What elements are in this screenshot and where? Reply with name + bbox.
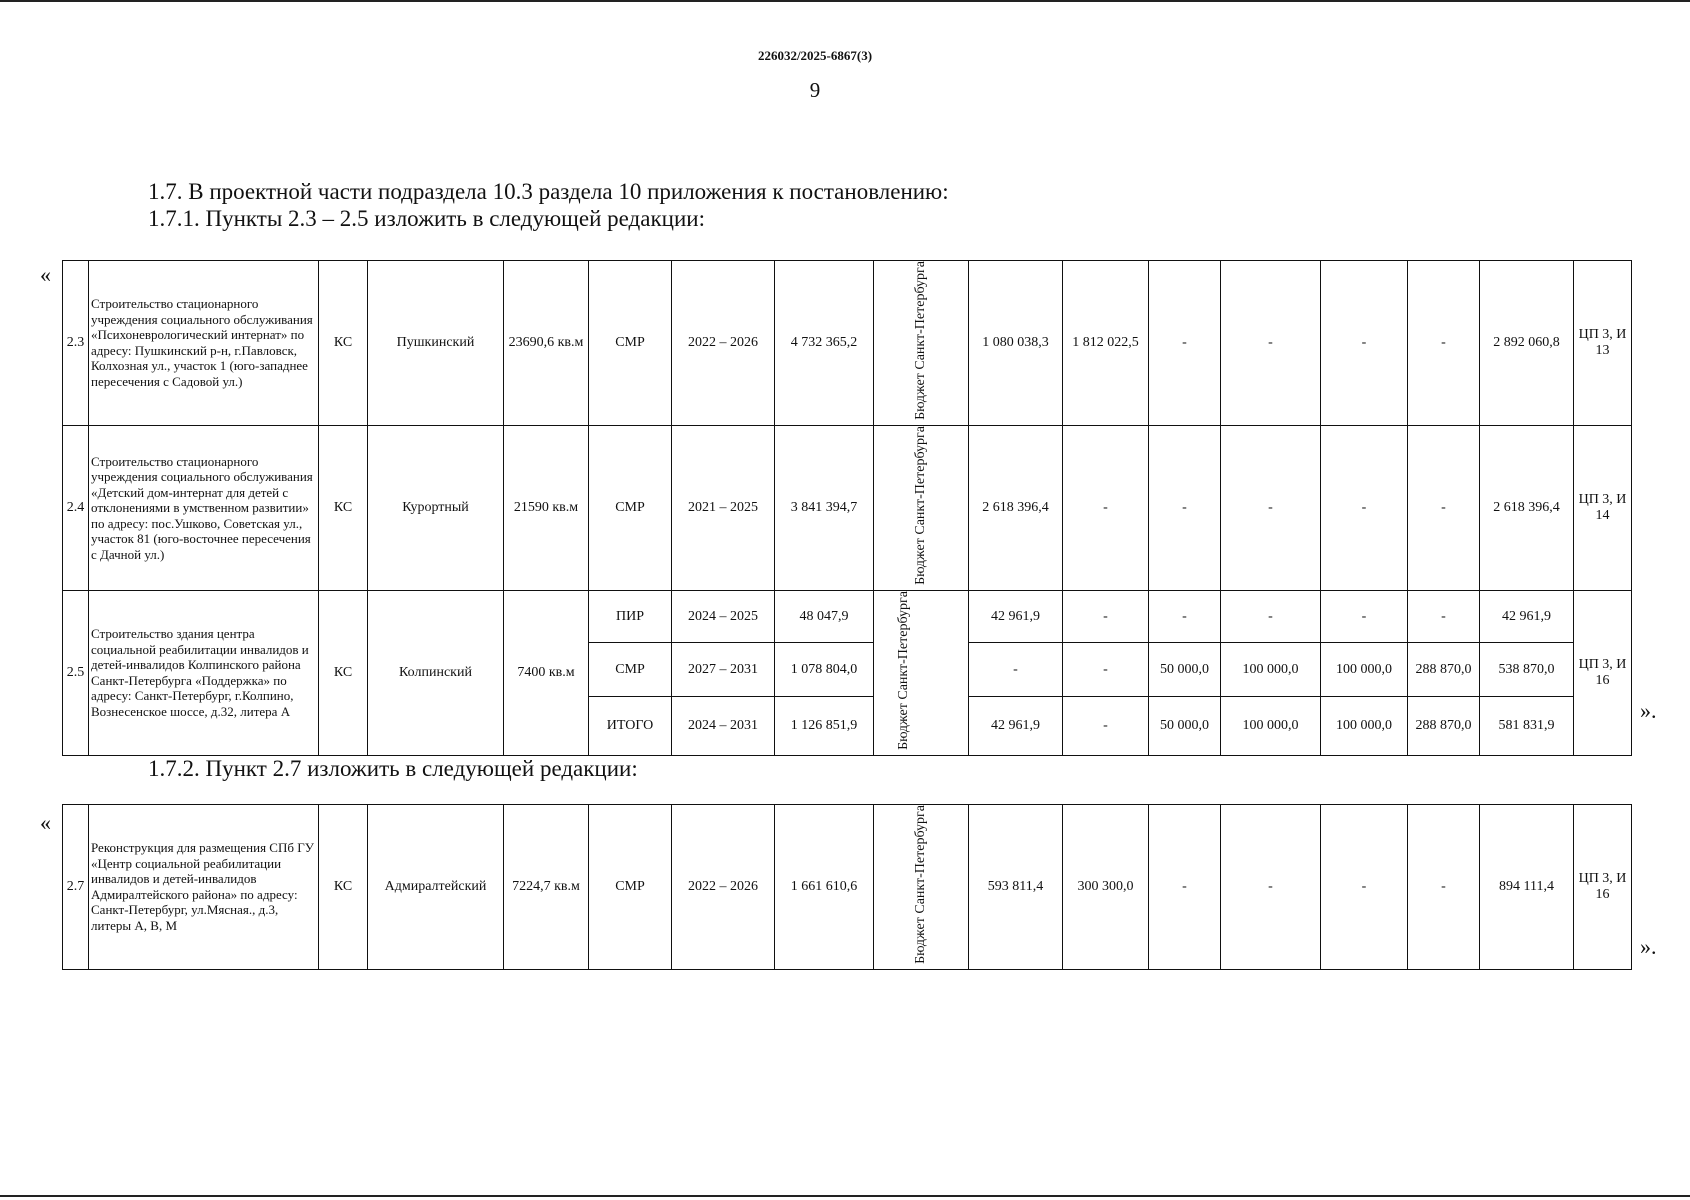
year-2-amount: - [1063, 697, 1149, 756]
target-indicator: ЦП 3, И 14 [1574, 425, 1632, 590]
year-1-amount: 42 961,9 [969, 697, 1063, 756]
projects-table-1 [62, 260, 1632, 756]
projects-table-2 [62, 804, 1632, 970]
open-quote-1: « [40, 262, 51, 287]
work-type: СМР [589, 261, 672, 426]
year-2-amount: - [1063, 590, 1149, 643]
total-amount: 894 111,4 [1480, 805, 1574, 970]
table-row-2-5-pir [63, 590, 1632, 643]
period: 2027 – 2031 [672, 643, 775, 697]
estimated-cost: 1 661 610,6 [775, 805, 874, 970]
total-amount: 2 618 396,4 [1480, 425, 1574, 590]
work-type: СМР [589, 425, 672, 590]
district: Пушкинский [368, 261, 504, 426]
year-1-amount: - [969, 643, 1063, 697]
year-5-amount: - [1321, 590, 1408, 643]
object-name: Строительство стационарного учреждения социального обслуживания «Детский дом-интернат для детей с отклонениями в умственном развитии» по адресу: пос.Ушково, Советская ул., участок 81 (юго-восточнее пересечения с Дачной ул.) [89, 425, 319, 590]
table-row-2-3 [63, 261, 1632, 426]
estimated-cost: 1 078 804,0 [775, 643, 874, 697]
district: Колпинский [368, 590, 504, 755]
funding-source [874, 805, 969, 970]
year-4-amount: - [1221, 425, 1321, 590]
estimated-cost: 1 126 851,9 [775, 697, 874, 756]
row-number: 2.4 [63, 425, 89, 590]
year-5-amount: 100 000,0 [1321, 643, 1408, 697]
year-1-amount: 1 080 038,3 [969, 261, 1063, 426]
close-quote-1: ». [1640, 698, 1657, 723]
year-4-amount: - [1221, 805, 1321, 970]
year-2-amount: - [1063, 425, 1149, 590]
year-3-amount: 50 000,0 [1149, 643, 1221, 697]
funding-source [874, 425, 969, 590]
work-type: СМР [589, 643, 672, 697]
target-indicator: ЦП 3, И 16 [1574, 590, 1632, 755]
target-indicator: ЦП 3, И 16 [1574, 805, 1632, 970]
district: Курортный [368, 425, 504, 590]
year-4-amount: - [1221, 261, 1321, 426]
capacity: 23690,6 кв.м [504, 261, 589, 426]
funding-source [874, 590, 969, 755]
year-2-amount: - [1063, 643, 1149, 697]
bottom-scan-rule [0, 1195, 1690, 1197]
capacity: 7400 кв.м [504, 590, 589, 755]
year-2-amount: 1 812 022,5 [1063, 261, 1149, 426]
year-3-amount: - [1149, 590, 1221, 643]
table-row-2-7 [63, 805, 1632, 970]
period: 2022 – 2026 [672, 261, 775, 426]
year-4-amount: 100 000,0 [1221, 697, 1321, 756]
funding-source-text: Бюджет Санкт-Петербурга [913, 805, 928, 964]
total-amount: 581 831,9 [1480, 697, 1574, 756]
year-5-amount: - [1321, 425, 1408, 590]
target-indicator: ЦП 3, И 13 [1574, 261, 1632, 426]
year-3-amount: - [1149, 261, 1221, 426]
estimated-cost: 48 047,9 [775, 590, 874, 643]
year-6-amount: - [1408, 425, 1480, 590]
work-type: СМР [589, 805, 672, 970]
work-type: ИТОГО [589, 697, 672, 756]
close-quote-2: ». [1640, 934, 1657, 959]
object-type: КС [319, 261, 368, 426]
funding-source-text: Бюджет Санкт-Петербурга [913, 425, 928, 585]
year-3-amount: 50 000,0 [1149, 697, 1221, 756]
period: 2021 – 2025 [672, 425, 775, 590]
estimated-cost: 3 841 394,7 [775, 425, 874, 590]
row-number: 2.5 [63, 590, 89, 755]
page-number: 9 [809, 78, 821, 102]
year-1-amount: 2 618 396,4 [969, 425, 1063, 590]
year-5-amount: - [1321, 261, 1408, 426]
funding-source-text: Бюджет Санкт-Петербурга [896, 590, 911, 750]
object-name: Строительство здания центра социальной реабилитации инвалидов и детей-инвалидов Колпинского района Санкт-Петербурга «Поддержка» по адресу: Санкт-Петербург, г.Колпино, Вознесенское шоссе, д.32, литера А [89, 590, 319, 755]
year-6-amount: - [1408, 261, 1480, 426]
year-3-amount: - [1149, 425, 1221, 590]
document-number: 226032/2025-6867(3) [757, 48, 873, 63]
capacity: 7224,7 кв.м [504, 805, 589, 970]
section-title: 1.7. В проектной части подраздела 10.3 раздела 10 приложения к постановлению: [148, 179, 949, 204]
object-type: КС [319, 805, 368, 970]
period: 2024 – 2025 [672, 590, 775, 643]
year-4-amount: - [1221, 590, 1321, 643]
row-number: 2.7 [63, 805, 89, 970]
year-3-amount: - [1149, 805, 1221, 970]
top-scan-rule [0, 0, 1690, 2]
object-type: КС [319, 425, 368, 590]
district: Адмиралтейский [368, 805, 504, 970]
funding-source [874, 261, 969, 426]
year-1-amount: 42 961,9 [969, 590, 1063, 643]
year-5-amount: - [1321, 805, 1408, 970]
year-6-amount: 288 870,0 [1408, 643, 1480, 697]
row-number: 2.3 [63, 261, 89, 426]
total-amount: 42 961,9 [1480, 590, 1574, 643]
year-6-amount: - [1408, 805, 1480, 970]
capacity: 21590 кв.м [504, 425, 589, 590]
object-name: Реконструкция для размещения СПб ГУ «Центр социальной реабилитации инвалидов и детей-инвалидов Адмиралтейского района» по адресу: Санкт-Петербург, ул.Мясная., д.3, литеры А, В, М [89, 805, 319, 970]
work-type: ПИР [589, 590, 672, 643]
funding-source-text: Бюджет Санкт-Петербурга [913, 261, 928, 420]
total-amount: 538 870,0 [1480, 643, 1574, 697]
year-2-amount: 300 300,0 [1063, 805, 1149, 970]
total-amount: 2 892 060,8 [1480, 261, 1574, 426]
section-1-7-2-title: 1.7.2. Пункт 2.7 изложить в следующей редакции: [148, 756, 638, 781]
year-1-amount: 593 811,4 [969, 805, 1063, 970]
year-5-amount: 100 000,0 [1321, 697, 1408, 756]
period: 2024 – 2031 [672, 697, 775, 756]
year-6-amount: - [1408, 590, 1480, 643]
object-name: Строительство стационарного учреждения социального обслуживания «Психоневрологический интернат» по адресу: Пушкинский р-н, г.Павловск, Колхозная ул., участок 1 (юго-западнее пересечения с Садовой ул.) [89, 261, 319, 426]
table-row-2-4 [63, 425, 1632, 590]
section-subtitle: 1.7.1. Пункты 2.3 – 2.5 изложить в следующей редакции: [148, 206, 705, 231]
object-type: КС [319, 590, 368, 755]
year-4-amount: 100 000,0 [1221, 643, 1321, 697]
estimated-cost: 4 732 365,2 [775, 261, 874, 426]
year-6-amount: 288 870,0 [1408, 697, 1480, 756]
period: 2022 – 2026 [672, 805, 775, 970]
open-quote-2: « [40, 810, 51, 835]
